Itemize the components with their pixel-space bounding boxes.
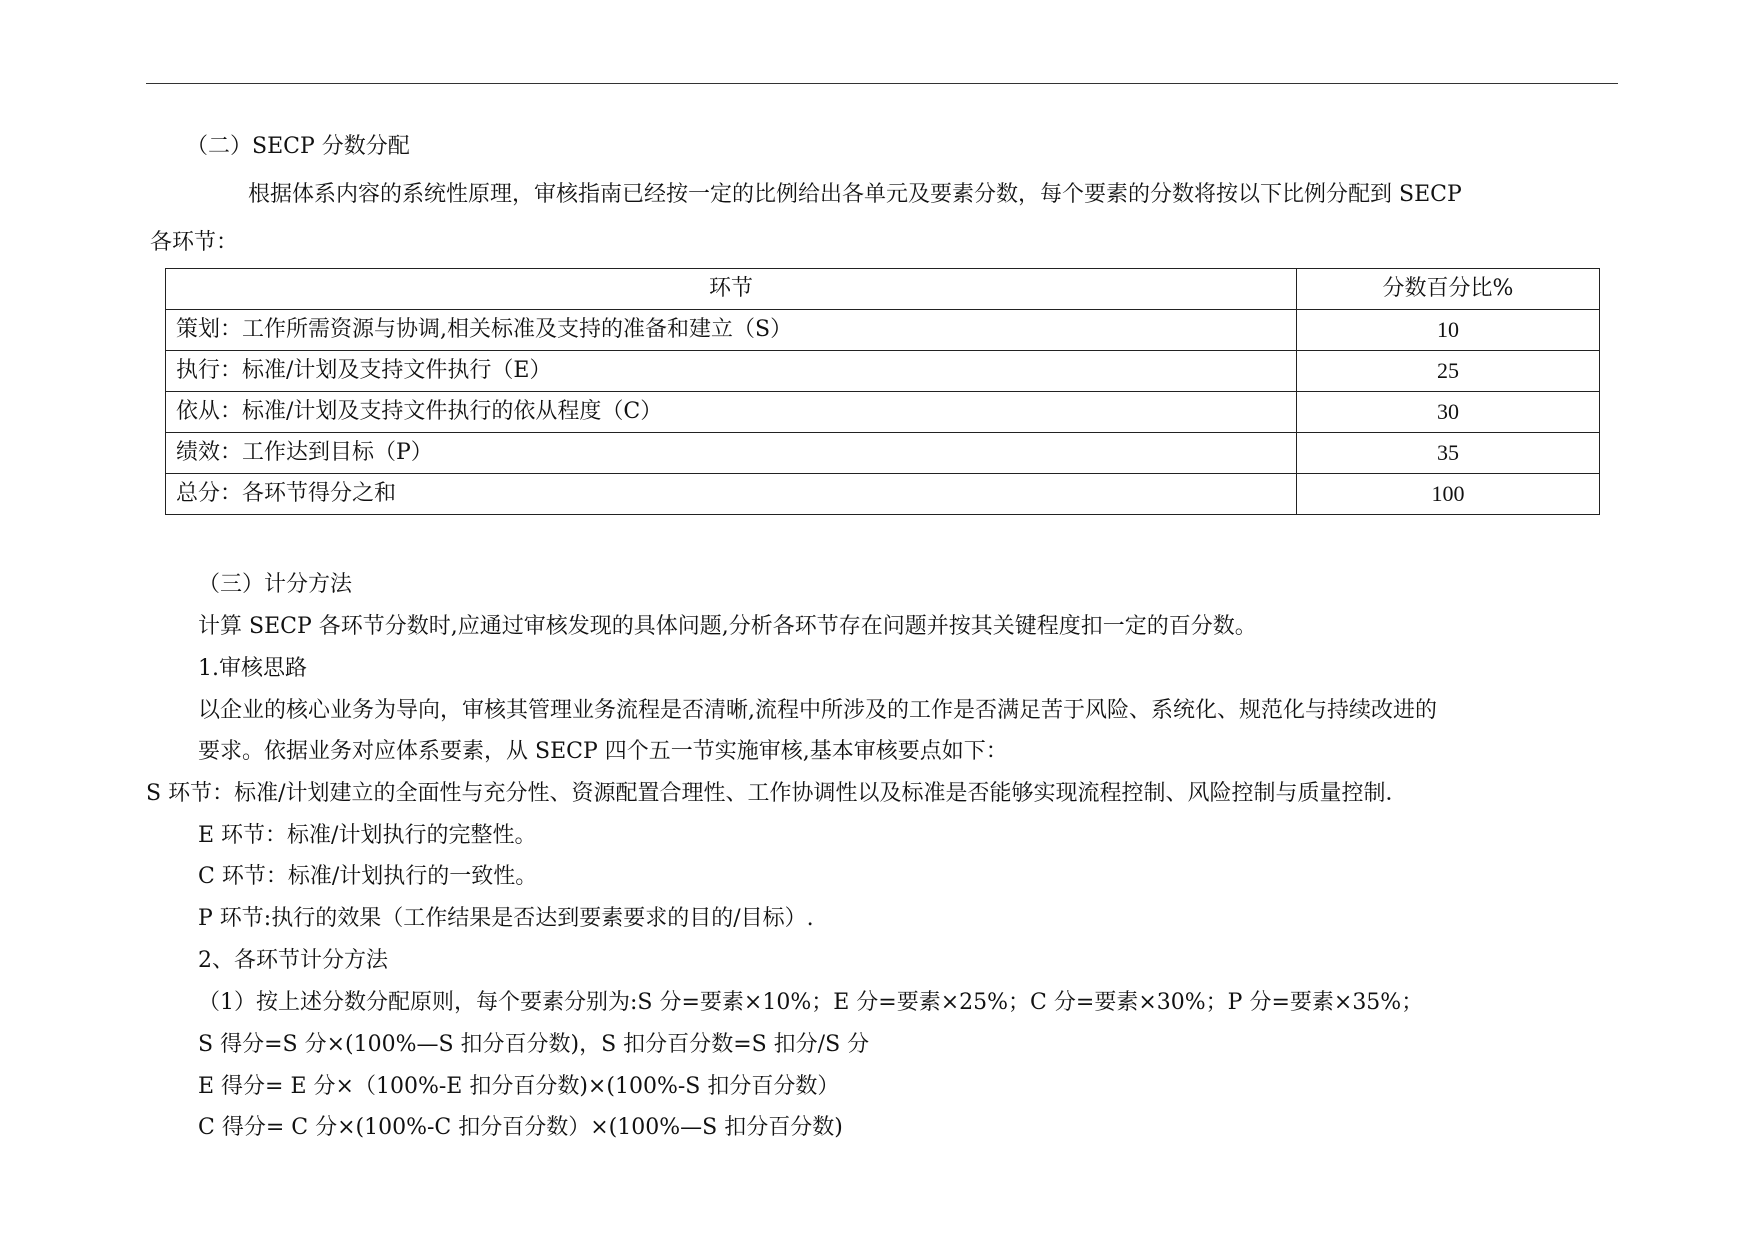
e-stage-point: E 环节：标准/计划执行的完整性。 bbox=[198, 823, 537, 848]
scoring-rule-1: （1）按上述分数分配原则，每个要素分别为:S 分=要素×10%；E 分=要素×25%；C 分=要素×30%；P 分=要素×35%； bbox=[198, 990, 1424, 1015]
c-stage-point: C 环节：标准/计划执行的一致性。 bbox=[198, 864, 538, 889]
score-allocation-table bbox=[165, 268, 1600, 515]
table-row bbox=[166, 310, 1600, 351]
table-row bbox=[166, 433, 1600, 474]
formula-e: E 得分= E 分×（100%-E 扣分百分数)×(100%-S 扣分百分数） bbox=[198, 1074, 840, 1099]
row-label: 执行：标准/计划及支持文件执行（E） bbox=[166, 351, 1297, 392]
row-label: 策划：工作所需资源与协调,相关标准及支持的准备和建立（S） bbox=[166, 310, 1297, 351]
table-row bbox=[166, 392, 1600, 433]
section-heading-3: （三）计分方法 bbox=[198, 572, 353, 597]
column-header-stage: 环节 bbox=[166, 269, 1297, 310]
row-value: 30 bbox=[1297, 392, 1600, 433]
section-intro: 计算 SECP 各环节分数时,应通过审核发现的具体问题,分析各环节存在问题并按其关键程度扣一定的百分数。 bbox=[198, 614, 1257, 639]
row-value: 10 bbox=[1297, 310, 1600, 351]
header-rule bbox=[146, 83, 1618, 84]
section-heading-2: （二）SECP 分数分配 bbox=[186, 134, 410, 159]
row-value: 35 bbox=[1297, 433, 1600, 474]
table-row bbox=[166, 474, 1600, 515]
formula-c: C 得分= C 分×(100%-C 扣分百分数）×(100%—S 扣分百分数) bbox=[198, 1115, 843, 1140]
table-row bbox=[166, 351, 1600, 392]
subsection-title-1: 1.审核思路 bbox=[198, 656, 307, 681]
p-stage-point: P 环节:执行的效果（工作结果是否达到要素要求的目的/目标）. bbox=[198, 906, 814, 931]
subsection-title-2: 2、各环节计分方法 bbox=[198, 948, 388, 973]
audit-approach-line-2: 要求。依据业务对应体系要素，从 SECP 四个五一节实施审核,基本审核要点如下： bbox=[198, 739, 1008, 764]
row-label: 总分：各环节得分之和 bbox=[166, 474, 1297, 515]
row-label: 依从：标准/计划及支持文件执行的依从程度（C） bbox=[166, 392, 1297, 433]
row-value: 25 bbox=[1297, 351, 1600, 392]
column-header-percentage: 分数百分比% bbox=[1297, 269, 1600, 310]
formula-s: S 得分=S 分×(100%—S 扣分百分数)，S 扣分百分数=S 扣分/S 分 bbox=[198, 1032, 870, 1057]
row-value: 100 bbox=[1297, 474, 1600, 515]
table-header-row bbox=[166, 269, 1600, 310]
audit-approach-line-1: 以企业的核心业务为导向，审核其管理业务流程是否清晰,流程中所涉及的工作是否满足苦于风险、系统化、规范化与持续改进的 bbox=[198, 698, 1437, 723]
paragraph-line-1: 根据体系内容的系统性原理，审核指南已经按一定的比例给出各单元及要素分数，每个要素的分数将按以下比例分配到 SECP bbox=[248, 182, 1462, 207]
row-label: 绩效：工作达到目标（P） bbox=[166, 433, 1297, 474]
s-stage-point: S 环节：标准/计划建立的全面性与充分性、资源配置合理性、工作协调性以及标准是否能够实现流程控制、风险控制与质量控制． bbox=[146, 781, 1408, 806]
paragraph-line-2: 各环节： bbox=[150, 230, 239, 255]
